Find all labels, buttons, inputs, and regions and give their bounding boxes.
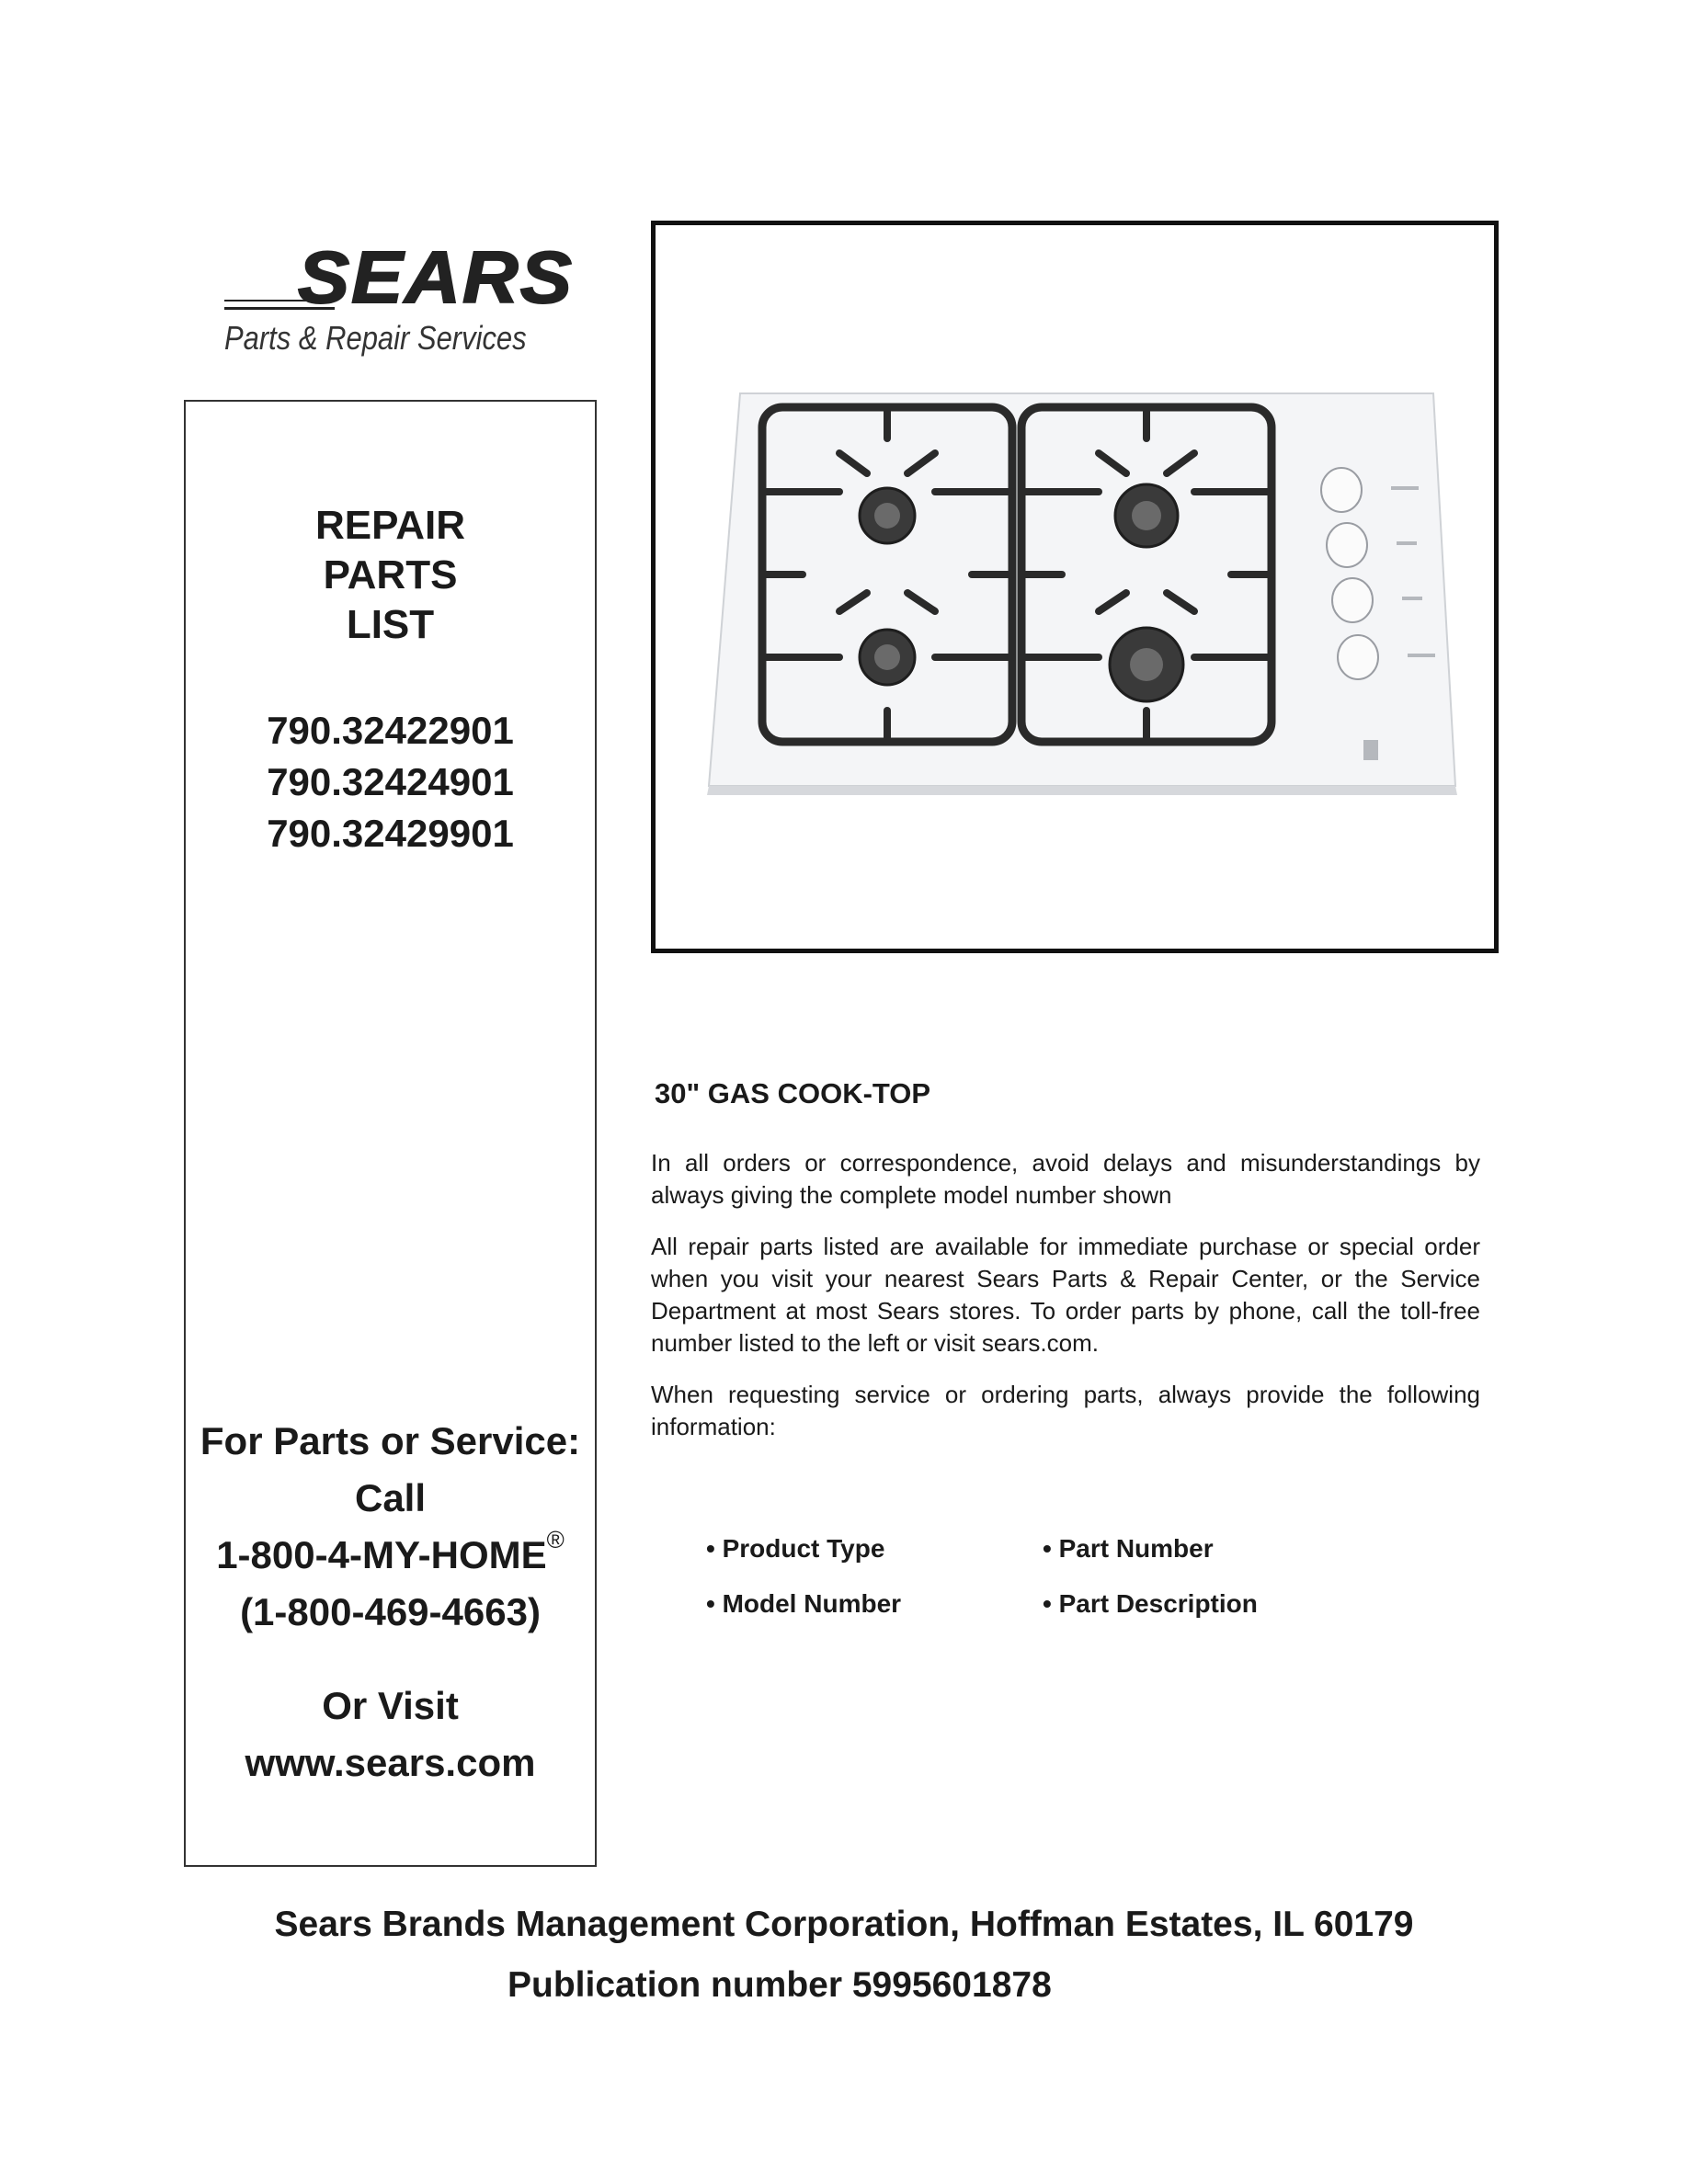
instruction-paragraph: All repair parts listed are available for immediate purchase or special order when you visit your nearest Sears Parts & Repair Center, or the Service Department at most Sears stores. To order parts by phone, call the toll-free number listed to the left or visit sears.com. — [651, 1233, 1480, 1357]
document-title — [186, 501, 595, 650]
logo-rule — [224, 300, 307, 301]
contact-phone-word — [186, 1527, 595, 1584]
contact-info — [186, 1413, 595, 1792]
instruction-paragraph: In all orders or correspondence, avoid delays and misunderstandings by always giving the complete model number shown — [651, 1149, 1480, 1209]
model-number: 790.32424901 — [267, 760, 514, 803]
cooktop-image — [656, 225, 1494, 949]
instruction-paragraph: When requesting service or ordering parts, always provide the following information: — [651, 1381, 1480, 1440]
logo-brand: SEARS — [298, 236, 574, 318]
sears-logo — [224, 236, 574, 360]
product-image-frame — [651, 221, 1499, 953]
list-item: • Part Description — [1043, 1589, 1258, 1618]
contact-call: Call — [354, 1476, 427, 1519]
company-address: Sears Brands Management Corporation, Hoffman Estates, IL 60179 — [274, 1905, 1414, 1944]
model-number: 790.32429901 — [267, 812, 514, 855]
parts-list-box — [184, 400, 597, 1867]
product-type-heading: 30" GAS COOK-TOP — [655, 1077, 931, 1109]
contact-or-visit: Or Visit — [322, 1684, 459, 1727]
registered-mark: ® — [546, 1526, 565, 1553]
logo-tagline: Parts & Repair Services — [224, 319, 527, 357]
list-item: • Product Type — [706, 1534, 885, 1563]
title-line: REPAIR — [315, 503, 465, 548]
phone-word-text: 1-800-4-MY-HOME — [216, 1533, 547, 1576]
title-line: LIST — [346, 602, 435, 647]
contact-phone-number: (1-800-469-4663) — [240, 1590, 541, 1633]
contact-website[interactable]: www.sears.com — [245, 1741, 536, 1784]
list-item: • Part Number — [1043, 1534, 1214, 1563]
publication-number: Publication number 5995601878 — [508, 1965, 1052, 2005]
spacer — [186, 1641, 595, 1678]
model-number-list — [186, 705, 595, 859]
model-number: 790.32422901 — [267, 709, 514, 752]
title-line: PARTS — [323, 552, 458, 597]
list-item: • Model Number — [706, 1589, 902, 1618]
contact-heading: For Parts or Service: — [200, 1419, 581, 1462]
